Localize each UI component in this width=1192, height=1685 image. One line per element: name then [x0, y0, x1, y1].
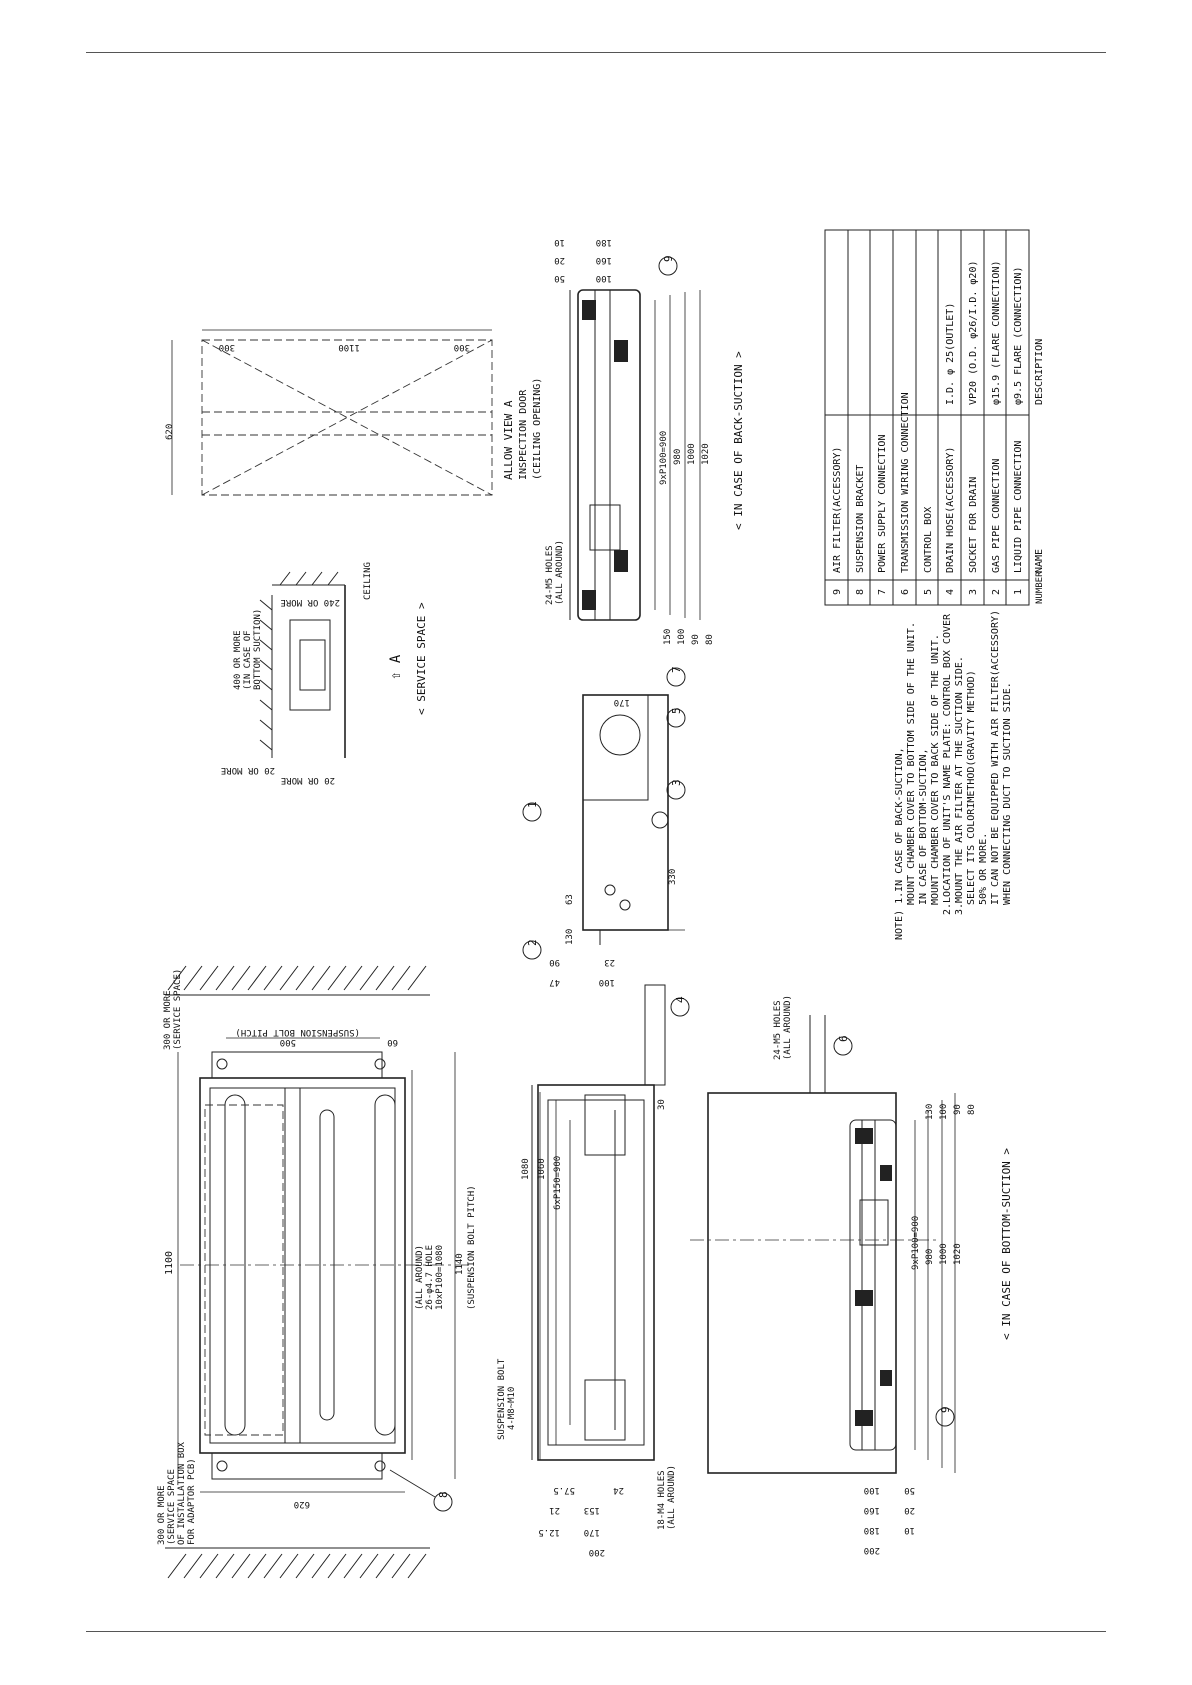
front-suspension-bolt: SUSPENSION BOLT: [497, 1358, 507, 1440]
bs-caption: < IN CASE OF BOTTOM-SUCTION >: [1000, 1147, 1013, 1340]
plan-dim-service-top-2: (SERVICE SPACE): [173, 968, 183, 1050]
plan-dim-service-bottom-2: (SERVICE SPACE: [167, 1469, 177, 1545]
service-space-view: [221, 562, 428, 785]
svg-text:6: 6: [900, 588, 911, 595]
notes: [894, 610, 1013, 940]
svg-text:VP20 (O.D. φ26/I.D. φ20): VP20 (O.D. φ26/I.D. φ20): [968, 260, 979, 405]
table-row: [923, 507, 934, 595]
svg-text:I.D. φ 25(OUTLET): I.D. φ 25(OUTLET): [945, 302, 956, 405]
svg-text:2: 2: [991, 588, 1002, 595]
inspection-door-view: [165, 330, 543, 495]
bs-dim-9xp100: 9xP100=900: [911, 1215, 921, 1270]
callout-8: [390, 1470, 452, 1511]
front-holes: 18-M4 HOLES: [657, 1470, 667, 1530]
plan-dim-1100: 1100: [164, 1250, 175, 1275]
bs-dim-100: 100: [939, 1103, 949, 1120]
front-dim-30: 30: [657, 1099, 667, 1110]
insp-dim-620: 620: [165, 423, 175, 440]
front-dim-1080: 1080: [521, 1158, 531, 1180]
svg-text:POWER SUPPLY CONNECTION: POWER SUPPLY CONNECTION: [877, 434, 888, 573]
svg-text:2: 2: [526, 939, 539, 946]
service-400-3: BOTTOM SUCTION): [253, 608, 263, 690]
bs-dim-90: 90: [953, 1104, 963, 1115]
plan-dim-service-bottom-3: OF INSTALLATION BOX: [177, 1442, 187, 1545]
callout-5: [667, 707, 685, 727]
callout-6: [834, 1035, 852, 1055]
front-dim-200: 200: [588, 1547, 605, 1557]
callout-4: [671, 996, 689, 1016]
bs-dim-1000: 1000: [939, 1243, 949, 1265]
bs-dim-80: 80: [967, 1104, 977, 1115]
table-row: [877, 435, 888, 595]
back-dim-100: 100: [677, 628, 687, 645]
callout-3: [667, 779, 685, 799]
plan-view: [157, 966, 477, 1578]
svg-text:φ15.9 (FLARE CONNECTION): φ15.9 (FLARE CONNECTION): [991, 260, 1002, 405]
side-dim-63: 63: [565, 894, 575, 905]
bs-dim-130: 130: [925, 1103, 935, 1120]
svg-text:9: 9: [939, 1406, 952, 1413]
bs-dim-20: 20: [904, 1505, 915, 1515]
svg-text:CONTROL BOX: CONTROL BOX: [923, 506, 934, 573]
svg-text:9: 9: [832, 588, 843, 595]
plan-dim-pitch: 10xP100=1080: [435, 1244, 445, 1310]
service-ceiling: CEILING: [363, 562, 373, 600]
front-dim-170: 170: [583, 1527, 600, 1537]
bs-dim-980: 980: [925, 1248, 935, 1265]
svg-text:DRAIN HOSE(ACCESSORY): DRAIN HOSE(ACCESSORY): [945, 446, 956, 573]
wall-hatch-bottom: [168, 1554, 426, 1578]
note-line: IT CAN NOT BE EQUIPPED WITH AIR FILTER(ACCESSORY): [990, 609, 1001, 905]
svg-text:6: 6: [837, 1035, 850, 1042]
note-line: 2.LOCATION OF UNIT'S NAME PLATE: CONTROL BOX COVER: [942, 613, 953, 915]
back-dim-10: 10: [554, 237, 565, 247]
back-dim-100b: 100: [595, 273, 612, 283]
front-dim-153: 153: [583, 1505, 600, 1515]
side-dim-100: 100: [598, 977, 615, 987]
svg-text:4: 4: [674, 996, 687, 1003]
front-dim-6xp150: 6xP150=900: [553, 1155, 563, 1210]
table-row: [991, 261, 1002, 596]
svg-text:AIR FILTER(ACCESSORY): AIR FILTER(ACCESSORY): [832, 446, 843, 573]
plan-dim-hole: 26-φ4.7 HOLE: [425, 1244, 435, 1310]
front-dim-1060: 1060: [537, 1158, 547, 1180]
back-dim-20: 20: [554, 255, 565, 265]
plan-dim-service-top: 300 OR MORE: [163, 990, 173, 1050]
back-dim-1020: 1020: [701, 443, 711, 465]
side-dim-23: 23: [604, 957, 615, 967]
insp-dim-1100: 1100: [338, 342, 360, 352]
front-holes-2: (ALL AROUND): [667, 1464, 677, 1530]
front-view: [497, 985, 689, 1557]
bs-dim-1020: 1020: [953, 1243, 963, 1265]
svg-text:1: 1: [1013, 588, 1024, 595]
svg-text:7: 7: [670, 666, 683, 673]
service-400-2: (IN CASE OF: [243, 630, 253, 690]
wall-hatch-top: [168, 966, 426, 990]
side-view: [523, 695, 685, 987]
bottom-suction-view: [690, 995, 1013, 1555]
table-row: [900, 392, 911, 595]
table-row: [1013, 267, 1024, 595]
table-row: [968, 261, 979, 596]
bs-dim-200: 200: [863, 1545, 880, 1555]
bs-dim-100b: 100: [863, 1485, 880, 1495]
svg-text:8: 8: [437, 1491, 450, 1498]
callout-1: [523, 801, 541, 821]
note-line: 50% OR MORE.: [978, 832, 989, 905]
parts-table: [825, 230, 1045, 605]
front-dim-57-5: 57.5: [553, 1485, 575, 1495]
back-holes-2: (ALL AROUND): [555, 539, 565, 605]
insp-door: INSPECTION DOOR: [518, 389, 529, 480]
service-400: 400 OR MORE: [233, 630, 243, 690]
side-dim-47: 47: [549, 977, 560, 987]
front-dim-12-5: 12.5: [538, 1527, 560, 1537]
svg-text:5: 5: [670, 707, 683, 714]
svg-text:NUMBER: NUMBER: [1035, 571, 1045, 604]
service-arrow-a: ⇧ A: [388, 654, 404, 680]
back-holes: 24-M5 HOLES: [545, 545, 555, 605]
plan-dim-service-bottom-4: FOR ADAPTOR PCB): [187, 1458, 197, 1545]
plan-dim-service-bottom: 300 OR MORE: [157, 1485, 167, 1545]
back-dim-180: 180: [595, 237, 612, 247]
plan-dim-bolt-pitch-2: (SUSPENSION BOLT PITCH): [467, 1185, 477, 1310]
back-dim-980: 980: [673, 448, 683, 465]
plan-dim-bolt-pitch: (SUSPENSION BOLT PITCH): [235, 1027, 360, 1037]
table-header: [1029, 230, 1045, 605]
note-line: SELECT ITS COLORIMETHOD(GRAVITY METHOD): [966, 670, 977, 905]
callout-2: [523, 939, 541, 959]
back-dim-50: 50: [554, 273, 565, 283]
back-dim-150: 150: [663, 628, 673, 645]
callout-7: [667, 666, 685, 686]
insp-dim-300-b: 300: [453, 342, 470, 352]
side-dim-170: 170: [613, 697, 630, 707]
svg-text:5: 5: [923, 588, 934, 595]
back-dim-1000: 1000: [687, 443, 697, 465]
bs-dim-180: 180: [863, 1525, 880, 1535]
insp-allow-view: ALLOW VIEW A: [502, 400, 515, 480]
svg-text:3: 3: [670, 779, 683, 786]
svg-text:1: 1: [526, 801, 539, 808]
service-caption: < SERVICE SPACE >: [415, 602, 428, 715]
svg-text:GAS PIPE CONNECTION: GAS PIPE CONNECTION: [991, 458, 1002, 573]
note-line: IN CASE OF BOTTOM-SUCTION,: [918, 748, 929, 905]
back-caption: < IN CASE OF BACK-SUCTION >: [732, 351, 745, 530]
front-bolt-size: 4-M8~M10: [507, 1386, 517, 1430]
table-row: [832, 447, 843, 595]
service-240: 240 OR MORE: [280, 597, 340, 607]
bs-dim-10: 10: [904, 1525, 915, 1535]
service-20-b: 20 OR MORE: [280, 775, 335, 785]
note-line: MOUNT CHAMBER COVER TO BOTTOM SIDE OF THE UNIT.: [906, 622, 917, 905]
back-suction-view: [545, 237, 745, 686]
back-dim-9xp100: 9xP100=900: [659, 430, 669, 485]
back-dim-90: 90: [691, 634, 701, 645]
back-dim-160: 160: [595, 255, 612, 265]
svg-text:4: 4: [945, 588, 956, 595]
bs-holes-2: (ALL AROUND): [783, 994, 793, 1060]
svg-text:9: 9: [662, 255, 675, 262]
bs-holes: 24-M5 HOLES: [773, 1000, 783, 1060]
svg-text:TRANSMISSION WIRING CONNECTION: TRANSMISSION WIRING CONNECTION: [900, 392, 911, 573]
note-line: MOUNT CHAMBER COVER TO BACK SIDE OF THE UNIT.: [930, 634, 941, 905]
insp-ceiling-opening: (CEILING OPENING): [532, 377, 543, 480]
svg-text:7: 7: [877, 588, 888, 595]
front-dim-21: 21: [549, 1505, 560, 1515]
bs-dim-160: 160: [863, 1505, 880, 1515]
table-row: [855, 465, 866, 595]
plan-dim-60: 60: [387, 1037, 398, 1047]
svg-text:SOCKET FOR DRAIN: SOCKET FOR DRAIN: [968, 476, 979, 573]
plan-dim-620: 620: [293, 1499, 310, 1509]
callout-9-back: [659, 255, 677, 275]
svg-text:SUSPENSION BRACKET: SUSPENSION BRACKET: [855, 464, 866, 573]
side-dim-90: 90: [549, 957, 560, 967]
svg-text:φ9.5 FLARE (CONNECTION): φ9.5 FLARE (CONNECTION): [1013, 266, 1024, 405]
insp-dim-300-a: 300: [218, 342, 235, 352]
note-line: 3.MOUNT THE AIR FILTER AT THE SUCTION SIDE.: [954, 656, 965, 915]
svg-text:LIQUID PIPE CONNECTION: LIQUID PIPE CONNECTION: [1013, 440, 1024, 573]
svg-text:8: 8: [855, 588, 866, 595]
plan-dim-all-around: (ALL AROUND): [415, 1244, 425, 1310]
table-row: [945, 303, 956, 595]
side-dim-330: 330: [668, 868, 678, 885]
front-dim-24: 24: [613, 1485, 624, 1495]
note-line: WHEN CONNECTING DUCT TO SUCTION SIDE.: [1002, 682, 1013, 905]
service-20-a: 20 OR MORE: [220, 765, 275, 775]
svg-text:3: 3: [968, 588, 979, 595]
back-dim-80: 80: [705, 634, 715, 645]
note-line: NOTE) 1.IN CASE OF BACK-SUCTION,: [894, 747, 905, 940]
callout-9-bottom: [936, 1406, 954, 1426]
plan-dim-500: 500: [279, 1037, 296, 1047]
svg-text:NAME: NAME: [1034, 548, 1045, 573]
svg-text:DESCRIPTION: DESCRIPTION: [1034, 338, 1045, 405]
plan-dim-1140: 1140: [455, 1253, 465, 1275]
side-dim-130: 130: [565, 928, 575, 945]
bs-dim-50: 50: [904, 1485, 915, 1495]
